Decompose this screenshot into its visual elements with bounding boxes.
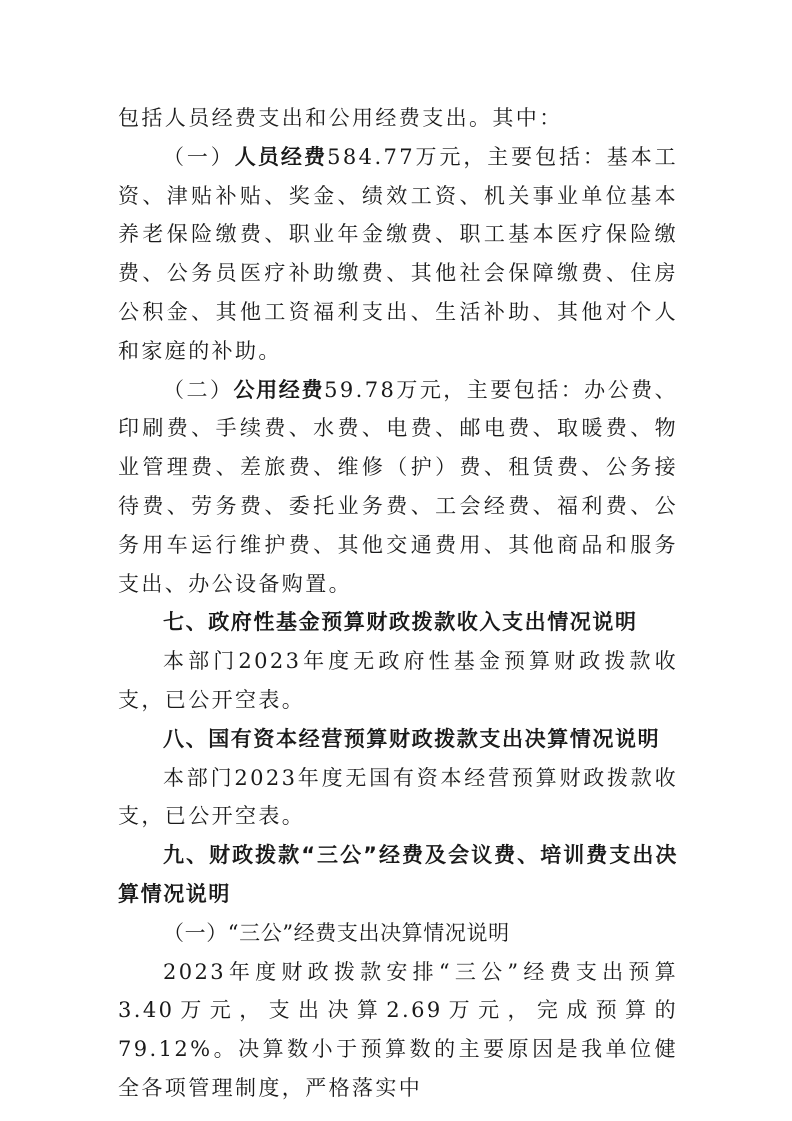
section-9-heading: 九、财政拨款“三公”经费及会议费、培训费支出决算情况说明 <box>118 843 678 906</box>
document-body <box>118 99 678 1108</box>
section-7-heading: 七、政府性基金预算财政拨款收入支出情况说明 <box>163 610 638 635</box>
intro-paragraph: 包括人员经费支出和公用经费支出。其中： <box>118 106 563 130</box>
public-expense-paragraph <box>118 371 678 604</box>
public-expense-label: （二） <box>163 377 234 402</box>
personnel-expense-label: （一） <box>163 144 235 169</box>
personnel-expense-paragraph <box>118 138 678 371</box>
section-9-paragraph: 2023年度财政拨款安排“三公”经费支出预算3.40万元，支出决算2.69万元，完成预算的79.12%。决算数小于预算数的主要原因是我单位健全各项管理制度，严格落实中 <box>118 959 678 1100</box>
section-9-subheading-1: （一）“三公”经费支出决算情况说明 <box>163 920 510 945</box>
section-7-paragraph: 本部门2023年度无政府性基金预算财政拨款收支，已公开空表。 <box>118 649 678 712</box>
personnel-expense-title: 人员经费 <box>234 144 328 169</box>
section-8-paragraph: 本部门2023年度无国有资本经营预算财政拨款收支，已公开空表。 <box>118 765 678 829</box>
section-8-heading: 八、国有资本经营预算财政拨款支出决算情况说明 <box>163 726 661 751</box>
public-expense-title: 公用经费 <box>233 377 325 402</box>
public-expense-text: 59.78万元，主要包括：办公费、印刷费、手续费、水费、电费、邮电费、取暖费、物业管理费、差旅费、维修（护）费、租赁费、公务接待费、劳务费、委托业务费、工会经费、福利费、公务用车运行维护费、其他交通费用、其他商品和服务支出、办公设备购置。 <box>118 377 679 596</box>
personnel-expense-text: 584.77万元，主要包括：基本工资、津贴补贴、奖金、绩效工资、机关事业单位基本养老保险缴费、职业年金缴费、职工基本医疗保险缴费、公务员医疗补助缴费、其他社会保障缴费、住房公积金、其他工资福利支出、生活补助、其他对个人和家庭的补助。 <box>118 144 679 363</box>
